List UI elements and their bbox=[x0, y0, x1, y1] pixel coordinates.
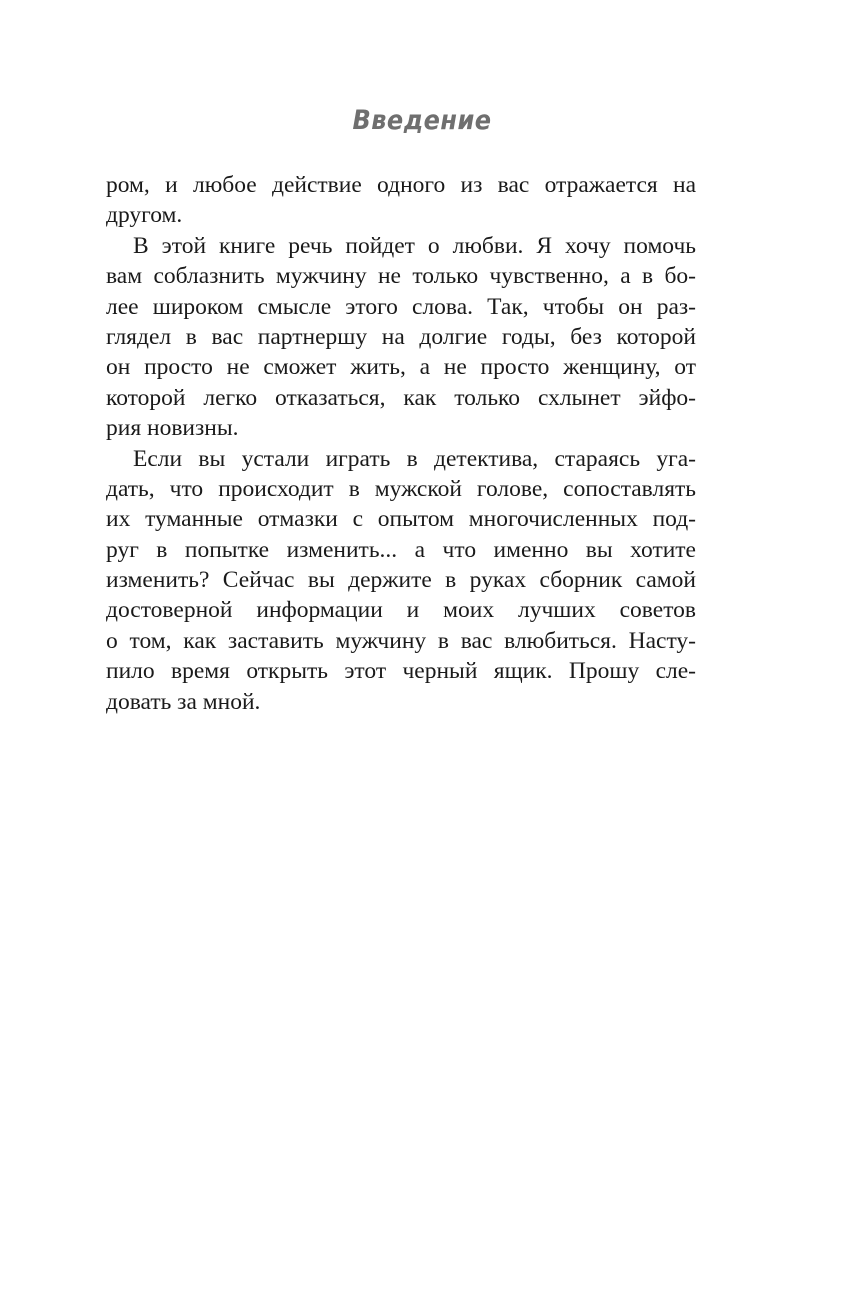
text-line: рия новизны. bbox=[106, 415, 239, 442]
text-line: о том, как заставить мужчину в вас влюбиться. Насту- bbox=[106, 627, 696, 654]
text-line: лее широком смысле этого слова. Так, чтобы он раз- bbox=[106, 293, 696, 320]
running-head: Введение bbox=[352, 104, 492, 136]
text-line: он просто не сможет жить, а не просто женщину, от bbox=[106, 354, 696, 381]
text-line: руг в попытке изменить... а что именно вы хотите bbox=[106, 536, 696, 563]
paragraph-3 bbox=[106, 444, 696, 718]
text-line: другом. bbox=[106, 202, 183, 229]
text-line: довать за мной. bbox=[106, 688, 261, 715]
paragraph-1 bbox=[106, 170, 696, 231]
text-line: В этой книге речь пойдет о любви. Я хочу помочь bbox=[133, 232, 696, 259]
text-line: дать, что происходит в мужской голове, сопоставлять bbox=[106, 475, 696, 502]
text-line: изменить? Сейчас вы держите в руках сборник самой bbox=[106, 567, 696, 594]
text-line: Если вы устали играть в детектива, стараясь уга- bbox=[133, 445, 696, 472]
text-line: вам соблазнить мужчину не только чувственно, а в бо- bbox=[106, 263, 696, 290]
text-line: достоверной информации и моих лучших советов bbox=[106, 597, 696, 624]
text-line: которой легко отказаться, как только схлынет эйфо- bbox=[106, 384, 696, 411]
text-line: пило время открыть этот черный ящик. Прошу сле- bbox=[106, 658, 696, 685]
text-line: глядел в вас партнершу на долгие годы, без которой bbox=[106, 323, 696, 350]
text-line: их туманные отмазки с опытом многочисленных под- bbox=[106, 506, 696, 533]
body-text bbox=[106, 170, 696, 717]
text-line: ром, и любое действие одного из вас отражается на bbox=[106, 172, 696, 198]
paragraph-2 bbox=[106, 231, 696, 444]
